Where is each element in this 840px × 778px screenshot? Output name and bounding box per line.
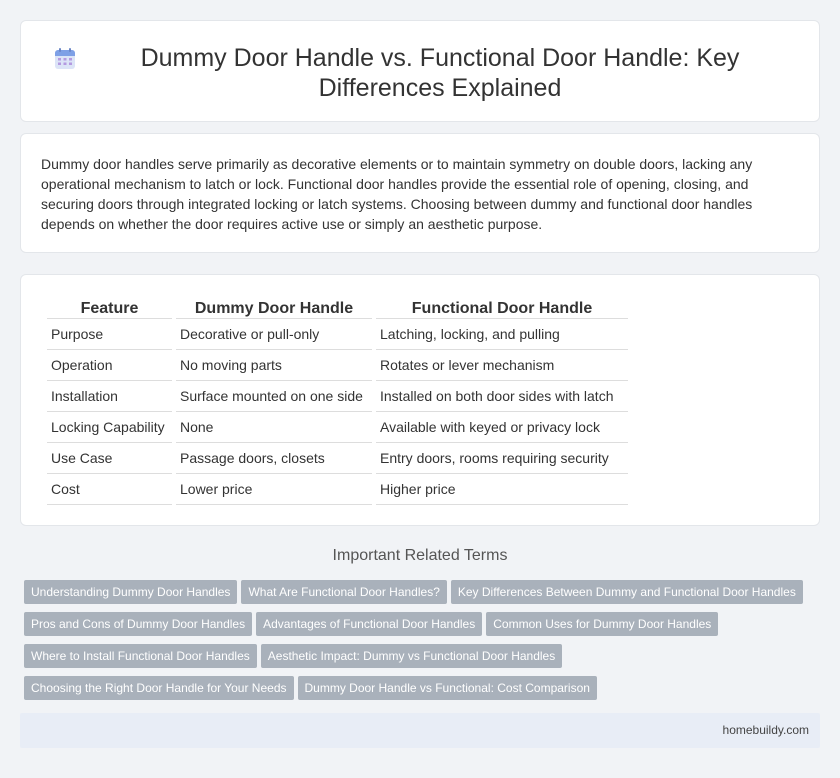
related-term-link[interactable]: Pros and Cons of Dummy Door Handles — [24, 612, 252, 636]
table-cell: Entry doors, rooms requiring security — [376, 443, 628, 474]
table-row — [47, 381, 628, 412]
footer — [20, 713, 820, 748]
table-header-feature: Feature — [47, 295, 172, 319]
table-cell: Passage doors, closets — [176, 443, 372, 474]
comparison-table-card — [20, 274, 820, 526]
related-term-link[interactable]: Choosing the Right Door Handle for Your Needs — [24, 676, 294, 700]
related-terms-title: Important Related Terms — [332, 547, 508, 564]
related-term-link[interactable]: Dummy Door Handle vs Functional: Cost Comparison — [298, 676, 597, 700]
calendar-icon — [53, 47, 77, 71]
table-header-row — [47, 295, 628, 319]
table-cell: Cost — [47, 474, 172, 505]
table-cell: Use Case — [47, 443, 172, 474]
related-term-link[interactable]: Understanding Dummy Door Handles — [24, 580, 237, 604]
table-cell: Installed on both door sides with latch — [376, 381, 628, 412]
table-cell: Lower price — [176, 474, 372, 505]
footer-site-name[interactable]: homebuildy.com — [722, 723, 809, 737]
table-row — [47, 474, 628, 505]
table-header-dummy: Dummy Door Handle — [176, 295, 372, 319]
table-cell: Higher price — [376, 474, 628, 505]
related-terms-list — [20, 580, 820, 708]
table-cell: Available with keyed or privacy lock — [376, 412, 628, 443]
intro-card — [20, 133, 820, 253]
table-row — [47, 412, 628, 443]
table-row — [47, 319, 628, 350]
header-card — [20, 20, 820, 122]
table-cell: No moving parts — [176, 350, 372, 381]
intro-text: Dummy door handles serve primarily as decorative elements or to maintain symmetry on double doors, lacking any operational mechanism to latch or lock. Functional door handles provide the essential role of opening, closing, and securing doors through integrated locking or latch systems. Choosing between dummy and functional door handles depends on whether the door requires active use or simply an aesthetic purpose. — [41, 156, 753, 232]
related-term-link[interactable]: Key Differences Between Dummy and Functional Door Handles — [451, 580, 803, 604]
table-cell: Decorative or pull-only — [176, 319, 372, 350]
page-title: Dummy Door Handle vs. Functional Door Handle: Key Differences Explained — [140, 44, 740, 102]
table-cell: Installation — [47, 381, 172, 412]
table-cell: Rotates or lever mechanism — [376, 350, 628, 381]
table-row — [47, 443, 628, 474]
related-term-link[interactable]: Where to Install Functional Door Handles — [24, 644, 257, 668]
related-term-link[interactable]: Common Uses for Dummy Door Handles — [486, 612, 718, 636]
related-term-link[interactable]: What Are Functional Door Handles? — [241, 580, 446, 604]
table-cell: Purpose — [47, 319, 172, 350]
table-header-functional: Functional Door Handle — [376, 295, 628, 319]
table-cell: Operation — [47, 350, 172, 381]
table-cell: None — [176, 412, 372, 443]
table-row — [47, 350, 628, 381]
table-cell: Surface mounted on one side — [176, 381, 372, 412]
comparison-table — [43, 295, 632, 505]
related-term-link[interactable]: Advantages of Functional Door Handles — [256, 612, 482, 636]
related-term-link[interactable]: Aesthetic Impact: Dummy vs Functional Door Handles — [261, 644, 562, 668]
table-cell: Latching, locking, and pulling — [376, 319, 628, 350]
table-cell: Locking Capability — [47, 412, 172, 443]
